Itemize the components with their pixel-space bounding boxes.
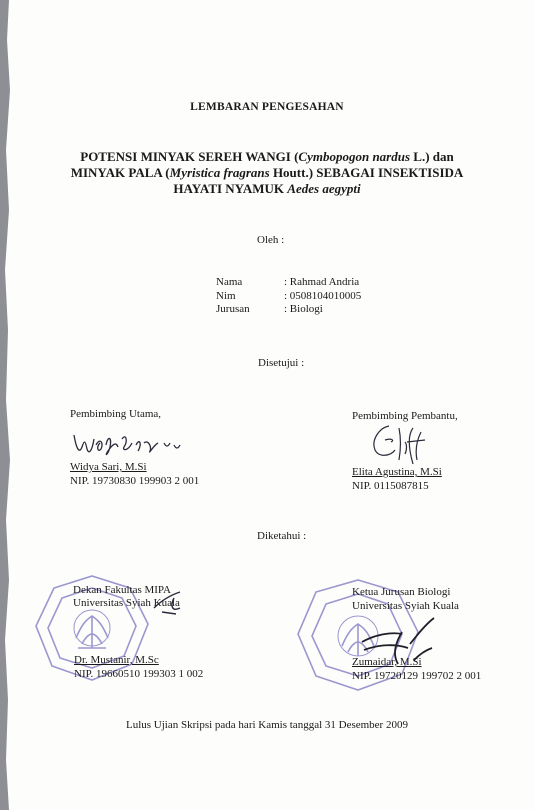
ketua-name: Zumaidar, M.Si [352,656,422,668]
dekan-name: Dr. Mustanir, M.Sc [74,654,159,666]
pembimbing-utama-role: Pembimbing Utama, [70,408,162,420]
pembimbing-utama-nip: NIP. 19730830 199903 2 001 [70,475,200,487]
identity-row-jurusan [216,303,361,317]
identity-value: : Rahmad Andria [284,276,360,288]
identity-value: : 0508104010005 [284,289,362,302]
ketua-role-line-1: Ketua Jurusan Biologi [352,586,451,598]
title-line-3: HAYATI NYAMUK Aedes aegypti [173,181,361,196]
graduation-statement: Lulus Ujian Skripsi pada hari Kamis tanggal 31 Desember 2009 [126,719,408,731]
identity-label: Nim [216,289,236,302]
pembimbing-pembantu-name: Elita Agustina, M.Si [352,466,442,478]
dekan-role-line-2: Universitas Syiah Kuala [73,597,180,609]
identity-label: Nama [216,276,243,288]
ketua-nip: NIP. 19720129 199702 2 001 [352,670,482,682]
identity-row-nama [216,276,361,290]
pembimbing-pembantu-nip: NIP. 0115087815 [352,480,429,492]
ketua-role-line-2: Universitas Syiah Kuala [352,600,459,612]
document-heading: LEMBARAN PENGESAHAN [190,101,344,113]
dekan-signature [150,588,190,618]
dekan-nip: NIP. 19660510 199303 1 002 [74,668,204,680]
title-line-1: POTENSI MINYAK SEREH WANGI (Cymbopogon nardus L.) dan [80,149,454,164]
pembimbing-pembantu-role: Pembimbing Pembantu, [352,410,458,422]
identity-row-nim [216,290,361,304]
oleh-label: Oleh : [257,234,285,246]
torn-paper-edge [0,0,14,810]
title-line-2: MINYAK PALA (Myristica fragrans Houtt.) SEBAGAI INSEKTISIDA [70,165,464,180]
identity-label: Jurusan [216,303,250,315]
identity-value: : Biologi [284,303,323,315]
disetujui-label: Disetujui : [258,357,305,369]
pembimbing-utama-signature [70,425,185,461]
identity-table [216,276,361,317]
pembimbing-utama-name: Widya Sari, M.Si [70,461,147,473]
dekan-role-line-1: Dekan Fakultas MIPA [73,584,171,596]
diketahui-label: Diketahui : [257,530,307,542]
pembimbing-pembantu-signature [365,420,445,468]
